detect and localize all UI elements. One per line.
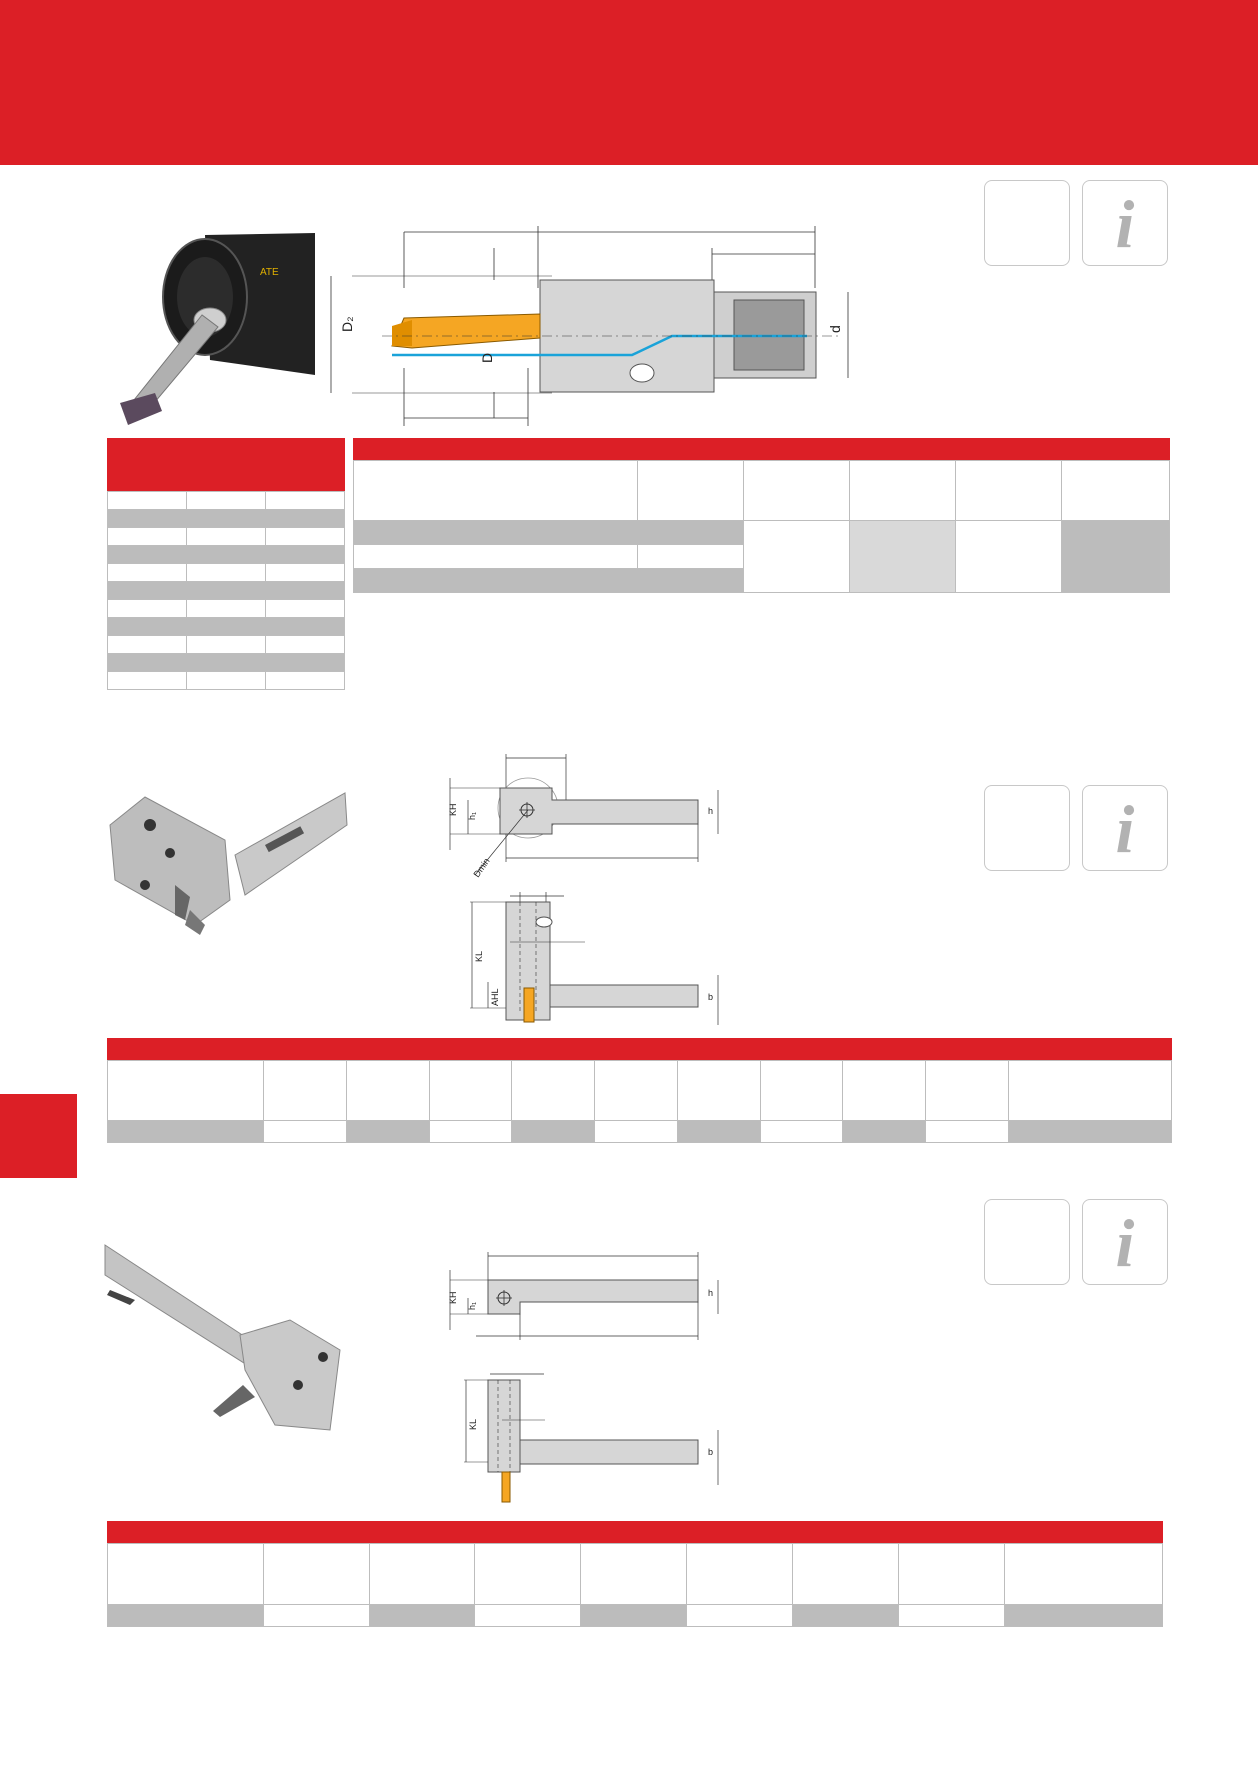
long-holder-photo [105,1245,345,1430]
long-holder-spec-table [107,1543,1163,1627]
grooving-holder-technical-drawing [440,750,730,1030]
h-label: h [708,1288,714,1298]
info-box[interactable] [1082,785,1168,871]
grooving-holder-spec-table [107,1060,1172,1143]
h1-label: h₁ [467,1301,477,1310]
b-label: b [708,992,714,1002]
dmin-label: Dmin [471,856,492,880]
long-holder-technical-drawing [440,1240,730,1510]
b-label: b [708,1447,714,1457]
side-chapter-tab [0,1094,77,1178]
info-icon: i [1115,791,1135,867]
info-box[interactable] [1082,180,1168,266]
left-table-header [107,438,345,491]
h1-label: h₁ [467,811,477,820]
kh-label: KH [448,803,458,816]
boring-bar-technical-drawing [339,218,862,428]
kl-label: KL [468,1418,478,1430]
long-holder-table-header [107,1521,1163,1543]
blank-info-box [984,785,1070,871]
h-label: h [708,806,714,816]
info-box[interactable] [1082,1199,1168,1285]
d-small-label: d [827,325,843,333]
d-label: D [479,352,495,363]
d2-label: D₂ [339,316,355,332]
info-icon: i [1115,1205,1135,1281]
kh-label: KH [448,1291,458,1304]
info-icon: i [1115,186,1135,262]
grooving-table-header [107,1038,1172,1060]
boring-bar-spec-table [353,460,1170,593]
main-table-header [353,438,1170,460]
ahl-label: AHL [490,988,500,1006]
header-band [0,0,1258,165]
svg-text:ATE: ATE [260,267,279,278]
blank-info-box [984,1199,1070,1285]
boring-bar-holder-photo [110,225,315,435]
kl-label: KL [474,950,484,962]
left-size-table [107,491,345,690]
grooving-holder-photo [105,785,350,945]
blank-info-box [984,180,1070,266]
